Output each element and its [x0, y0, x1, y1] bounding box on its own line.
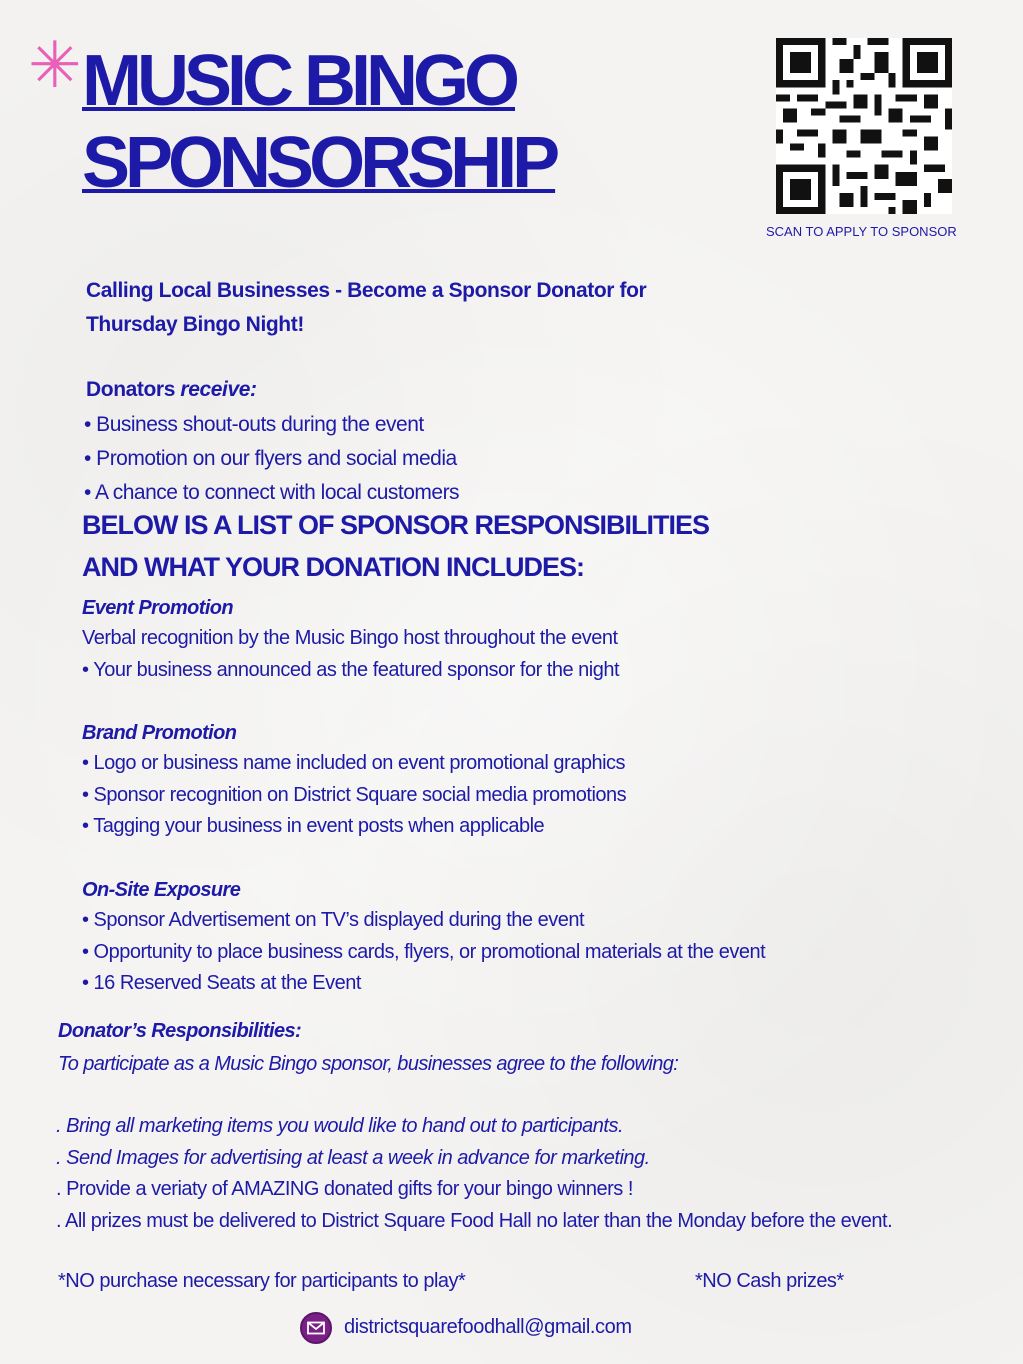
list-item: • A chance to connect with local customers	[84, 481, 460, 504]
responsibilities-list	[56, 1111, 892, 1237]
donators-heading-italic: receive:	[180, 378, 257, 401]
qr-caption: SCAN TO APPLY TO SPONSOR	[766, 224, 957, 239]
section-event-promotion	[82, 593, 619, 686]
list-item: . Bring all marketing items you would like to hand out to participants.	[56, 1115, 624, 1137]
list-item: • Opportunity to place business cards, flyers, or promotional materials at the event	[82, 940, 766, 963]
intro-line-2: Thursday Bingo Night!	[86, 313, 304, 336]
list-item: . Provide a veriaty of AMAZING donated gifts for your bingo winners !	[56, 1178, 633, 1200]
section-title: Brand Promotion	[82, 722, 237, 744]
contact-email-link[interactable]: districtsquarefoodhall@gmail.com	[344, 1316, 632, 1338]
list-item: . All prizes must be delivered to District Square Food Hall no later than the Monday before the event.	[56, 1209, 893, 1232]
section-brand-promotion	[82, 718, 626, 843]
list-item: . Send Images for advertising at least a week in advance for marketing.	[56, 1146, 650, 1169]
section-title: Event Promotion	[82, 597, 234, 619]
title-line-1: MUSIC BINGO	[82, 41, 516, 121]
intro-text	[86, 274, 646, 342]
envelope-icon	[300, 1312, 332, 1344]
donators-heading	[86, 375, 257, 405]
donators-heading-bold: Donators	[86, 378, 181, 401]
list-heading-line-2: AND WHAT YOUR DONATION INCLUDES:	[82, 552, 584, 582]
responsibilities-list-heading	[82, 504, 709, 588]
list-item: • 16 Reserved Seats at the Event	[82, 972, 361, 994]
qr-code-icon[interactable]	[776, 38, 952, 214]
page-title	[82, 40, 555, 204]
list-item: • Your business announced as the featured sponsor for the night	[82, 658, 620, 681]
list-item: • Sponsor Advertisement on TV’s displayed during the event	[82, 909, 585, 931]
list-item: • Business shout-outs during the event	[84, 413, 424, 436]
list-heading-line-1: BELOW IS A LIST OF SPONSOR RESPONSIBILITIES	[82, 510, 710, 540]
donators-benefits-list	[84, 408, 459, 510]
section-title: On-Site Exposure	[82, 879, 241, 901]
list-item: • Sponsor recognition on District Square social media promotions	[82, 783, 627, 806]
list-item: Verbal recognition by the Music Bingo host throughout the event	[82, 627, 618, 649]
list-item: • Logo or business name included on event promotional graphics	[82, 752, 626, 774]
list-item: • Tagging your business in event posts when applicable	[82, 815, 545, 837]
asterisk-icon: ✳	[28, 29, 82, 103]
intro-line-1: Calling Local Businesses - Become a Sponsor Donator for	[86, 279, 647, 302]
list-item: • Promotion on our flyers and social media	[84, 447, 457, 470]
title-line-2: SPONSORSHIP	[82, 123, 556, 203]
note-no-cash: *NO Cash prizes*	[695, 1270, 844, 1292]
note-no-purchase: *NO purchase necessary for participants to play*	[58, 1270, 466, 1292]
section-on-site-exposure	[82, 875, 765, 1000]
responsibilities-intro: To participate as a Music Bingo sponsor, businesses agree to the following:	[58, 1053, 679, 1075]
responsibilities-title: Donator’s Responsibilities:	[58, 1020, 302, 1042]
